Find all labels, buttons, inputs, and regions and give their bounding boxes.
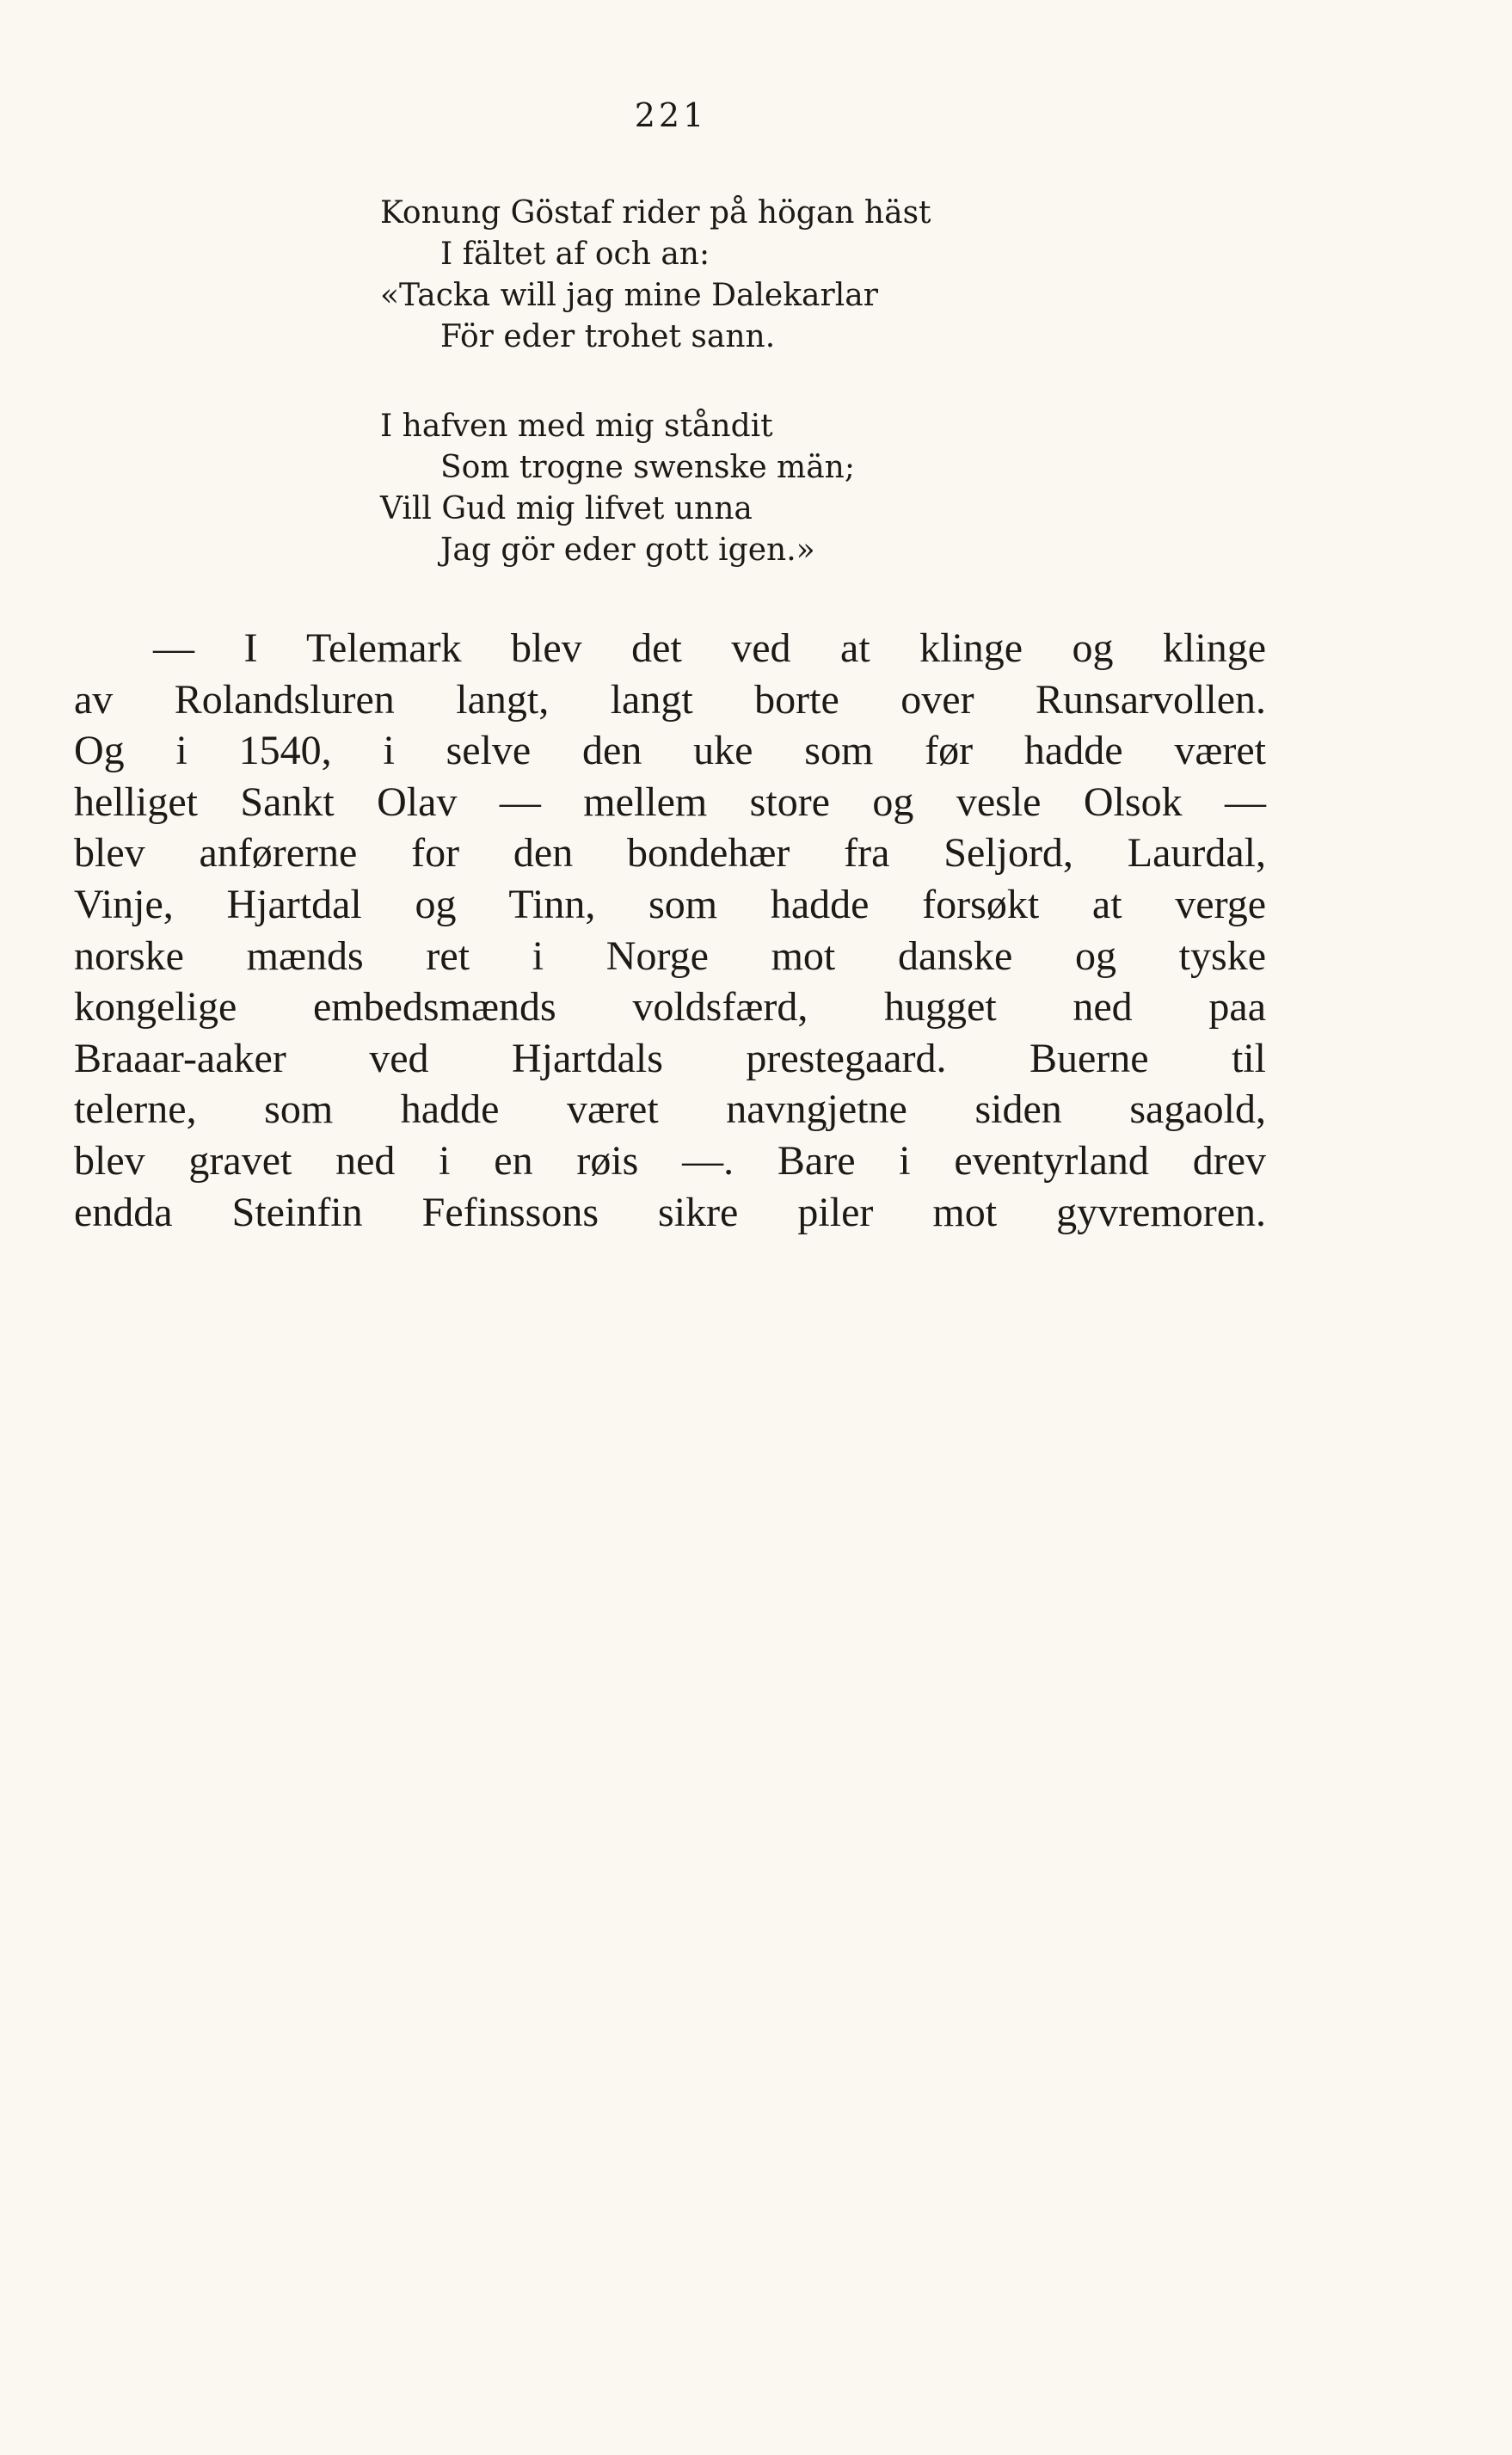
poem-line: I hafven med mig ståndit bbox=[380, 409, 773, 444]
prose-line: norske mænds ret i Norge mot danske og tyske bbox=[74, 932, 1266, 979]
poem-line: Som trogne swenske män; bbox=[440, 450, 855, 485]
prose-line: Og i 1540, i selve den uke som før hadde været bbox=[74, 728, 1266, 774]
poem-line: Vill Gud mig lifvet unna bbox=[380, 491, 753, 526]
poem-line: Konung Göstaf rider på högan häst bbox=[380, 195, 931, 231]
prose-line: telerne, som hadde været navngjetne siden sagaold, bbox=[74, 1086, 1266, 1133]
stanza-gap bbox=[380, 358, 1154, 406]
prose-line: — I Telemark blev det ved at klinge og klinge bbox=[153, 625, 1266, 671]
prose-line: blev anførerne for den bondehær fra Seljord, Laurdal, bbox=[74, 830, 1266, 877]
prose-line: Vinje, Hjartdal og Tinn, som hadde forsøkt at verge bbox=[74, 881, 1266, 927]
poem bbox=[380, 193, 1154, 571]
prose-line: kongelige embedsmænds voldsfærd, hugget ned paa bbox=[74, 984, 1266, 1031]
page-number: 221 bbox=[634, 96, 708, 134]
poem-line: För eder trohet sann. bbox=[440, 319, 776, 354]
poem-line: «Tacka will jag mine Dalekarlar bbox=[380, 278, 878, 313]
prose-line: av Rolandsluren langt, langt borte over Runsarvollen. bbox=[74, 676, 1266, 723]
poem-line: Jag gör eder gott igen.» bbox=[440, 532, 815, 568]
prose-line: Braaar-aaker ved Hjartdals prestegaard. Buerne til bbox=[74, 1035, 1266, 1081]
prose-line: blev gravet ned i en røis —. Bare i eventyrland drev bbox=[74, 1137, 1266, 1184]
prose-line: endda Steinfin Fefinssons sikre piler mot gyvremoren. bbox=[74, 1189, 1266, 1235]
prose-line: helliget Sankt Olav — mellem store og vesle Olsok — bbox=[74, 778, 1266, 825]
prose-paragraph bbox=[74, 623, 1266, 1238]
poem-line: I fältet af och an: bbox=[440, 237, 710, 272]
